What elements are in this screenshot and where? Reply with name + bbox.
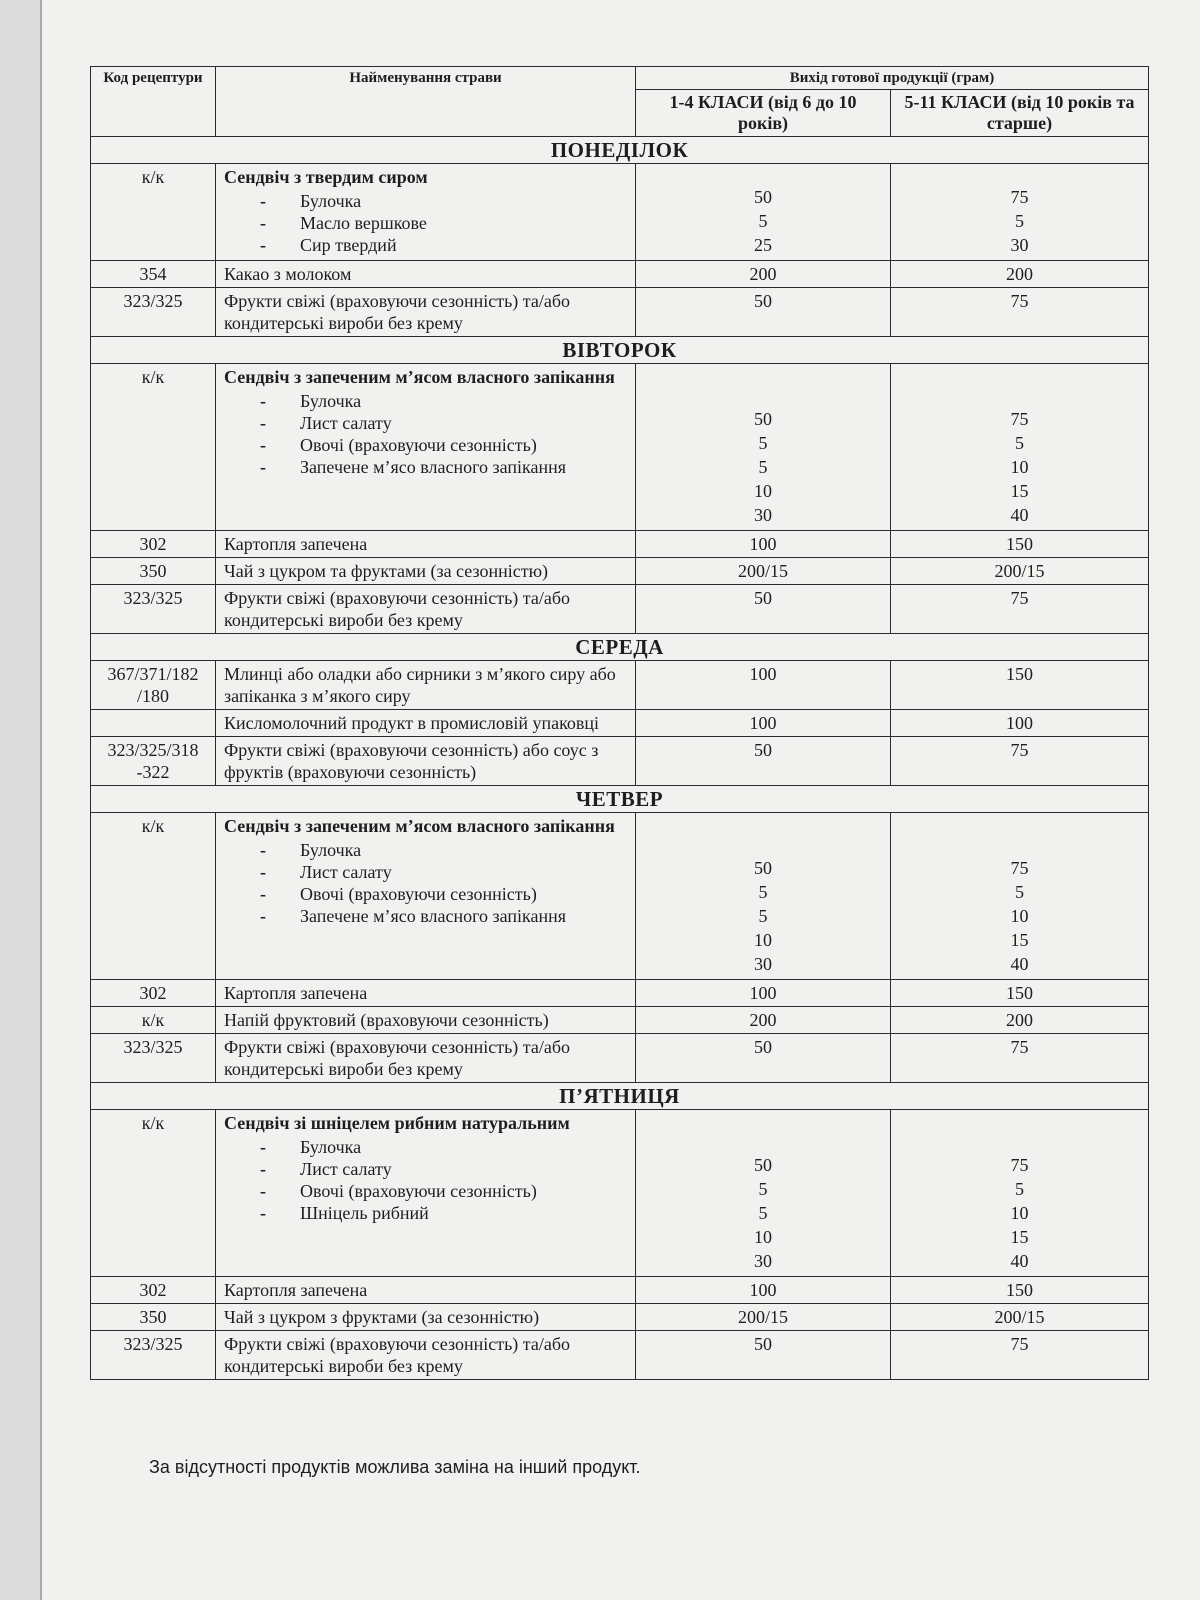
dish-row	[91, 164, 1149, 261]
portion-grade-1-4: 50	[636, 1034, 891, 1083]
recipe-code: 323/325	[91, 585, 216, 634]
ingredient-item: - Запечене м’ясо власного запікання	[260, 905, 627, 927]
portion-value: 75	[1010, 858, 1029, 878]
portion-value: 40	[1010, 1251, 1029, 1271]
portion-grade-5-11: 150	[891, 1277, 1149, 1304]
recipe-code: 354	[91, 261, 216, 288]
portion-grade-1-4	[636, 1110, 891, 1277]
day-title: ПОНЕДІЛОК	[91, 137, 1149, 164]
portion-value: 5	[758, 433, 768, 453]
menu-table	[90, 66, 1149, 1380]
header-name: Найменування страви	[216, 67, 636, 137]
dish-cell	[216, 531, 636, 558]
portion-grade-5-11: 200	[891, 261, 1149, 288]
day-row	[91, 137, 1149, 164]
portion-value: 5	[1015, 211, 1024, 231]
portion-grade-1-4: 100	[636, 710, 891, 737]
portion-value: 40	[1010, 505, 1029, 525]
ingredient-item: - Запечене м’ясо власного запікання	[260, 456, 627, 478]
portion-grade-1-4: 100	[636, 661, 891, 710]
portion-grade-1-4: 200	[636, 1007, 891, 1034]
portion-grade-1-4: 50	[636, 585, 891, 634]
portion-value: 5	[758, 906, 768, 926]
portion-grade-5-11	[891, 164, 1149, 261]
dish-name: Напій фруктовий (враховуючи сезонність)	[224, 1010, 549, 1030]
dish-cell	[216, 558, 636, 585]
dish-name: Фрукти свіжі (враховуючи сезонність) та/або кондитерські вироби без крему	[224, 1334, 571, 1376]
dish-name: Сендвіч з запеченим м’ясом власного запікання	[224, 367, 615, 387]
header-output: Вихід готової продукції (грам)	[636, 67, 1149, 90]
header-row	[91, 67, 1149, 90]
menu-body	[91, 137, 1149, 1380]
dish-name: Фрукти свіжі (враховуючи сезонність) та/або кондитерські вироби без крему	[224, 588, 571, 630]
portion-grade-5-11: 75	[891, 1034, 1149, 1083]
footnote: За відсутності продуктів можлива заміна на інший продукт.	[149, 1457, 641, 1477]
dish-cell	[216, 710, 636, 737]
portion-value: 10	[754, 930, 772, 950]
recipe-code: 323/325/318 -322	[91, 737, 216, 786]
portion-grade-1-4	[636, 164, 891, 261]
recipe-code: к/к	[91, 164, 216, 261]
header-code: Код рецептури	[91, 67, 216, 137]
portion-value: 10	[754, 481, 772, 501]
ingredient-item: - Булочка	[260, 839, 627, 861]
recipe-code: 302	[91, 531, 216, 558]
portion-value: 10	[1010, 1203, 1029, 1223]
portion-value: 25	[754, 235, 772, 255]
portion-grade-5-11: 150	[891, 661, 1149, 710]
portion-value: 30	[754, 1251, 772, 1271]
dish-row	[91, 710, 1149, 737]
recipe-code: к/к	[91, 1007, 216, 1034]
portion-grade-5-11: 150	[891, 531, 1149, 558]
day-row	[91, 634, 1149, 661]
dish-name: Картопля запечена	[224, 1280, 368, 1300]
portion-grade-5-11	[891, 364, 1149, 531]
ingredient-item: - Булочка	[260, 390, 627, 412]
portion-grade-1-4: 50	[636, 288, 891, 337]
dish-row	[91, 1110, 1149, 1277]
dish-row	[91, 737, 1149, 786]
dish-name: Картопля запечена	[224, 983, 368, 1003]
recipe-code: 323/325	[91, 1331, 216, 1380]
portion-grade-5-11: 75	[891, 737, 1149, 786]
dish-name: Чай з цукром та фруктами (за сезонністю)	[224, 561, 549, 581]
document-page	[40, 0, 1200, 1600]
portion-value: 50	[754, 187, 772, 207]
portion-value: 10	[1010, 457, 1029, 477]
dish-cell	[216, 585, 636, 634]
portion-value: 30	[754, 954, 772, 974]
portion-grade-5-11: 100	[891, 710, 1149, 737]
day-row	[91, 337, 1149, 364]
portion-grade-5-11: 75	[891, 288, 1149, 337]
portion-value: 40	[1010, 954, 1029, 974]
dish-cell	[216, 1110, 636, 1277]
dish-cell	[216, 661, 636, 710]
dish-cell	[216, 364, 636, 531]
ingredient-item: - Овочі (враховуючи сезонність)	[260, 883, 627, 905]
dish-row	[91, 531, 1149, 558]
dish-row	[91, 261, 1149, 288]
header-col-a: 1-4 КЛАСИ (від 6 до 10 років)	[636, 90, 891, 137]
ingredient-item: - Булочка	[260, 1136, 627, 1158]
recipe-code: 350	[91, 558, 216, 585]
day-title: П’ЯТНИЦЯ	[91, 1083, 1149, 1110]
dish-name: Сендвіч з твердим сиром	[224, 167, 428, 187]
portion-value: 50	[754, 858, 772, 878]
dish-row	[91, 288, 1149, 337]
portion-value: 10	[754, 1227, 772, 1247]
dish-cell	[216, 1304, 636, 1331]
ingredient-item: - Сир твердий	[260, 234, 627, 256]
portion-grade-5-11: 150	[891, 980, 1149, 1007]
portion-value: 5	[1015, 433, 1024, 453]
portion-value: 75	[1010, 187, 1029, 207]
ingredient-item: - Масло вершкове	[260, 212, 627, 234]
ingredient-list	[224, 839, 627, 927]
portion-value: 5	[758, 211, 768, 231]
portion-grade-1-4: 200/15	[636, 1304, 891, 1331]
dish-name: Сендвіч з запеченим м’ясом власного запікання	[224, 816, 615, 836]
recipe-code: 367/371/182 /180	[91, 661, 216, 710]
recipe-code: к/к	[91, 813, 216, 980]
portion-grade-1-4: 100	[636, 531, 891, 558]
portion-grade-1-4: 50	[636, 737, 891, 786]
dish-name: Фрукти свіжі (враховуючи сезонність) та/або кондитерські вироби без крему	[224, 1037, 571, 1079]
header-col-b: 5-11 КЛАСИ (від 10 років та старше)	[891, 90, 1149, 137]
portion-value: 5	[1015, 1179, 1024, 1199]
dish-row	[91, 1304, 1149, 1331]
dish-cell	[216, 813, 636, 980]
portion-value: 75	[1010, 409, 1029, 429]
recipe-code: 323/325	[91, 288, 216, 337]
portion-value: 15	[1010, 481, 1029, 501]
dish-row	[91, 980, 1149, 1007]
ingredient-list	[224, 1136, 627, 1224]
portion-value: 10	[1010, 906, 1029, 926]
recipe-code: 302	[91, 980, 216, 1007]
day-title: СЕРЕДА	[91, 634, 1149, 661]
recipe-code: 323/325	[91, 1034, 216, 1083]
ingredient-item: - Овочі (враховуючи сезонність)	[260, 1180, 627, 1202]
portion-grade-1-4: 100	[636, 1277, 891, 1304]
dish-cell	[216, 261, 636, 288]
recipe-code: 302	[91, 1277, 216, 1304]
recipe-code: к/к	[91, 1110, 216, 1277]
portion-value: 5	[758, 1179, 768, 1199]
portion-grade-5-11	[891, 1110, 1149, 1277]
portion-grade-5-11: 200/15	[891, 558, 1149, 585]
dish-name: Сендвіч зі шніцелем рибним натуральним	[224, 1113, 570, 1133]
dish-cell	[216, 737, 636, 786]
recipe-code	[91, 710, 216, 737]
dish-row	[91, 1007, 1149, 1034]
portion-value: 75	[1010, 1155, 1029, 1175]
ingredient-item: - Булочка	[260, 190, 627, 212]
portion-value: 5	[758, 882, 768, 902]
recipe-code: к/к	[91, 364, 216, 531]
ingredient-item: - Овочі (враховуючи сезонність)	[260, 434, 627, 456]
dish-name: Картопля запечена	[224, 534, 368, 554]
dish-cell	[216, 1007, 636, 1034]
dish-cell	[216, 164, 636, 261]
ingredient-item: - Лист салату	[260, 861, 627, 883]
portion-grade-1-4	[636, 813, 891, 980]
dish-name: Кисломолочний продукт в промисловій упаковці	[224, 713, 600, 733]
portion-value: 5	[758, 1203, 768, 1223]
portion-grade-1-4: 200/15	[636, 558, 891, 585]
portion-grade-5-11: 200/15	[891, 1304, 1149, 1331]
portion-value: 5	[758, 457, 768, 477]
portion-value: 5	[1015, 882, 1024, 902]
portion-value: 15	[1010, 930, 1029, 950]
portion-value: 50	[754, 409, 772, 429]
day-title: ВІВТОРОК	[91, 337, 1149, 364]
portion-grade-1-4: 200	[636, 261, 891, 288]
portion-value: 15	[1010, 1227, 1029, 1247]
dish-name: Фрукти свіжі (враховуючи сезонність) та/або кондитерські вироби без крему	[224, 291, 571, 333]
ingredient-list	[224, 190, 627, 256]
ingredient-item: - Шніцель рибний	[260, 1202, 627, 1224]
dish-row	[91, 558, 1149, 585]
ingredient-list	[224, 390, 627, 478]
dish-name: Какао з молоком	[224, 264, 352, 284]
dish-cell	[216, 1034, 636, 1083]
portion-grade-5-11: 75	[891, 585, 1149, 634]
dish-row	[91, 585, 1149, 634]
dish-row	[91, 813, 1149, 980]
dish-name: Чай з цукром з фруктами (за сезонністю)	[224, 1307, 540, 1327]
portion-value: 50	[754, 1155, 772, 1175]
dish-cell	[216, 980, 636, 1007]
day-title: ЧЕТВЕР	[91, 786, 1149, 813]
portion-value: 30	[754, 505, 772, 525]
dish-row	[91, 364, 1149, 531]
day-row	[91, 786, 1149, 813]
dish-row	[91, 1277, 1149, 1304]
dish-name: Млинці або оладки або сирники з м’якого сиру або запіканка з м’якого сиру	[224, 664, 616, 706]
portion-value: 30	[1010, 235, 1029, 255]
dish-row	[91, 1331, 1149, 1380]
portion-grade-1-4	[636, 364, 891, 531]
day-row	[91, 1083, 1149, 1110]
dish-cell	[216, 1277, 636, 1304]
portion-grade-5-11: 75	[891, 1331, 1149, 1380]
recipe-code: 350	[91, 1304, 216, 1331]
portion-grade-1-4: 50	[636, 1331, 891, 1380]
dish-row	[91, 1034, 1149, 1083]
dish-name: Фрукти свіжі (враховуючи сезонність) або соус з фруктів (враховуючи сезонність)	[224, 740, 599, 782]
dish-cell	[216, 1331, 636, 1380]
portion-grade-5-11	[891, 813, 1149, 980]
ingredient-item: - Лист салату	[260, 1158, 627, 1180]
portion-grade-5-11: 200	[891, 1007, 1149, 1034]
portion-grade-1-4: 100	[636, 980, 891, 1007]
dish-cell	[216, 288, 636, 337]
ingredient-item: - Лист салату	[260, 412, 627, 434]
dish-row	[91, 661, 1149, 710]
